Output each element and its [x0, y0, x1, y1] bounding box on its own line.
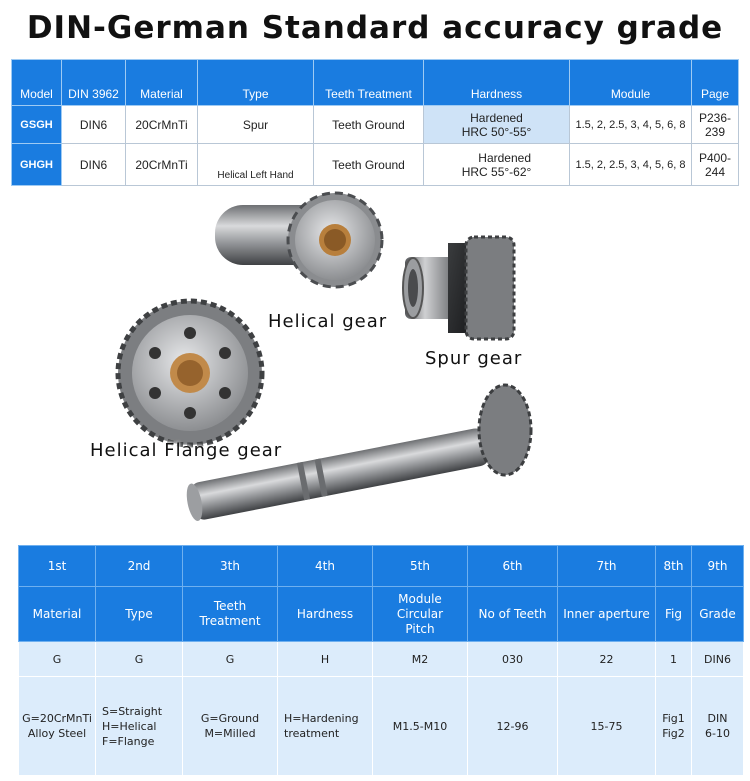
legend-line: H=Hardening: [284, 712, 359, 725]
category-material: Material: [19, 587, 96, 642]
code-panel: [18, 545, 743, 773]
category-teeth-line-1: Teeth: [213, 599, 247, 613]
spur-gear-image: [403, 237, 514, 339]
position-9: 9th: [692, 546, 744, 587]
hardness-cell: [424, 144, 570, 186]
example-row: [19, 642, 744, 677]
position-6: 6th: [468, 546, 558, 587]
example-cell: M2: [373, 642, 468, 677]
gear-illustrations: [0, 185, 750, 530]
category-grade: Grade: [692, 587, 744, 642]
legend-aperture: 15-75: [558, 677, 656, 776]
legend-fig: [656, 677, 692, 776]
legend-line: Fig1: [662, 712, 685, 725]
legend-line: DIN: [707, 712, 728, 725]
example-cell: G: [19, 642, 96, 677]
category-module-line-3: Pitch: [405, 621, 435, 636]
col-treatment: Teeth Treatment: [314, 60, 424, 106]
legend-row: [19, 677, 744, 776]
position-3: 3th: [183, 546, 278, 587]
category-module: [373, 587, 468, 642]
col-hardness: Hardness: [424, 60, 570, 106]
legend-material: [19, 677, 96, 776]
position-4: 4th: [278, 546, 373, 587]
legend-type: [96, 677, 183, 776]
hardness-line-2: HRC 55°-62°: [461, 164, 532, 179]
flange-gear-image: [118, 301, 262, 445]
legend-line: Fig2: [662, 727, 685, 740]
material-cell: 20CrMnTi: [126, 106, 198, 144]
hardness-line-2: HRC 50°-55°: [461, 124, 532, 139]
legend-teeth: 12-96: [468, 677, 558, 776]
category-teeth-count: No of Teeth: [468, 587, 558, 642]
legend-grade: [692, 677, 744, 776]
model-cell: GHGH: [12, 144, 62, 186]
col-type: Type: [198, 60, 314, 106]
example-cell: H: [278, 642, 373, 677]
category-module-line-2: Circular: [396, 606, 444, 621]
legend-line: M=Milled: [204, 727, 256, 740]
category-teeth-treatment: [183, 587, 278, 642]
model-cell: GSGH: [12, 106, 62, 144]
position-2: 2nd: [96, 546, 183, 587]
page-cell: P400-244: [692, 144, 739, 186]
module-cell: 1.5, 2, 2.5, 3, 4, 5, 6, 8: [570, 106, 692, 144]
spec-header-row: [12, 60, 739, 106]
type-cell: Helical Left Hand: [198, 144, 314, 186]
category-teeth-line-2: Treatment: [199, 614, 261, 628]
table-row: [12, 144, 739, 186]
example-cell: G: [183, 642, 278, 677]
category-type: Type: [96, 587, 183, 642]
legend-line: treatment: [284, 727, 340, 740]
category-row: [19, 587, 744, 642]
col-module: Module: [570, 60, 692, 106]
legend-module: M1.5-M10: [373, 677, 468, 776]
helical-gear-label: Helical gear: [268, 311, 388, 332]
spur-gear-label: Spur gear: [425, 348, 523, 369]
example-cell: 030: [468, 642, 558, 677]
position-1: 1st: [19, 546, 96, 587]
category-inner-aperture: Inner aperture: [558, 587, 656, 642]
spec-table: [11, 59, 739, 186]
position-8: 8th: [656, 546, 692, 587]
type-cell: Spur: [198, 106, 314, 144]
hardness-line-1: Hardened: [470, 110, 523, 125]
legend-line: F=Flange: [102, 734, 155, 748]
helical-gear-image: [215, 193, 382, 287]
category-hardness: Hardness: [278, 587, 373, 642]
example-cell: DIN6: [692, 642, 744, 677]
code-table: [18, 545, 744, 776]
example-cell: G: [96, 642, 183, 677]
category-fig: Fig: [656, 587, 692, 642]
hardness-cell: [424, 106, 570, 144]
table-row: [12, 106, 739, 144]
din-cell: DIN6: [62, 106, 126, 144]
gear-drawing: [0, 185, 750, 530]
example-cell: 22: [558, 642, 656, 677]
legend-hardness: [278, 677, 373, 776]
col-material: Material: [126, 60, 198, 106]
legend-line: Alloy Steel: [27, 727, 87, 740]
legend-line: H=Helical: [102, 719, 157, 733]
module-cell: 1.5, 2, 2.5, 3, 4, 5, 6, 8: [570, 144, 692, 186]
treatment-cell: Teeth Ground: [314, 144, 424, 186]
position-7: 7th: [558, 546, 656, 587]
legend-line: G=20CrMnTi: [22, 712, 92, 725]
position-5: 5th: [373, 546, 468, 587]
hardness-line-1: Hardened: [478, 150, 531, 165]
page-title: DIN-German Standard accuracy grade: [26, 10, 724, 46]
legend-line: G=Ground: [200, 712, 260, 725]
din-cell: DIN6: [62, 144, 126, 186]
legend-line: 6-10: [705, 727, 730, 740]
example-cell: 1: [656, 642, 692, 677]
col-model: Model: [12, 60, 62, 106]
legend-line: S=Straight: [102, 704, 163, 718]
col-page: Page: [692, 60, 739, 106]
position-row: [19, 546, 744, 587]
material-cell: 20CrMnTi: [126, 144, 198, 186]
treatment-cell: Teeth Ground: [314, 106, 424, 144]
flange-gear-label: Helical Flange gear: [90, 440, 283, 461]
page-cell: P236-239: [692, 106, 739, 144]
col-din: DIN 3962: [62, 60, 126, 106]
legend-treatment: [183, 677, 278, 776]
category-module-line-1: Module: [398, 591, 442, 606]
